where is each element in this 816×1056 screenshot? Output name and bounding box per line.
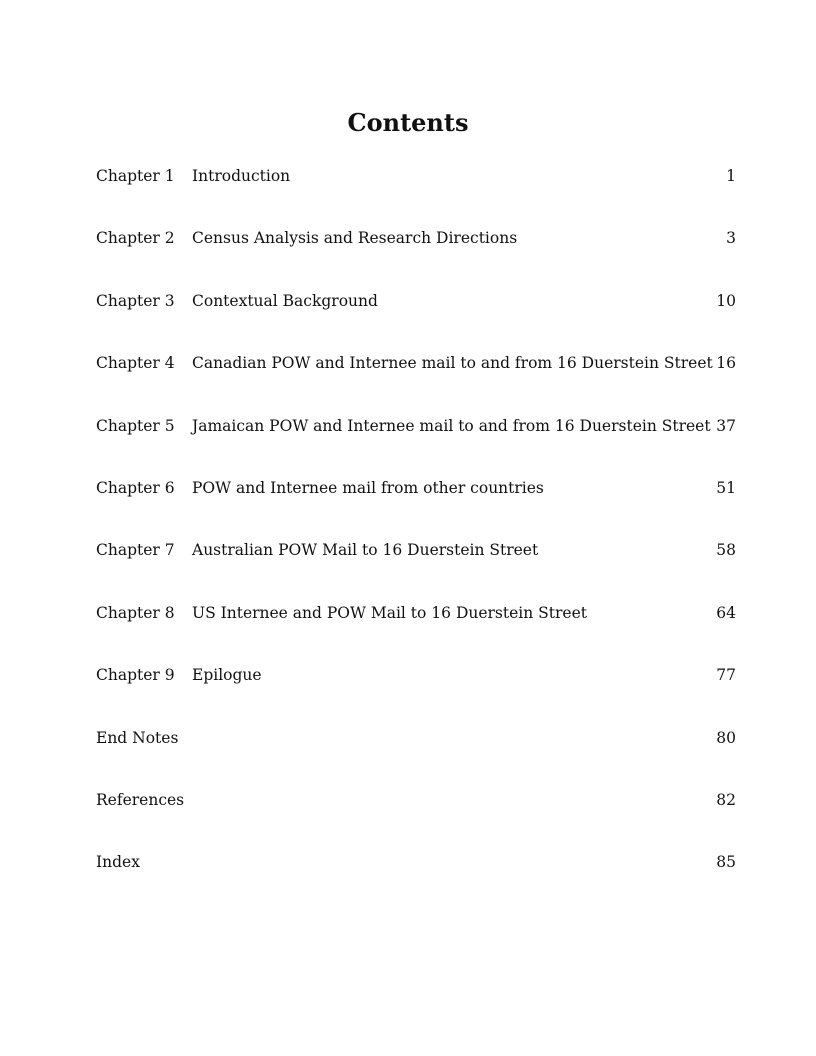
toc-entry-page-number: 37	[716, 416, 736, 435]
toc-entry-chapter-6[interactable]	[96, 476, 736, 538]
toc-entry-title: US Internee and POW Mail to 16 Duerstein Street	[192, 603, 587, 622]
toc-entry-chapter-1[interactable]	[96, 164, 736, 226]
toc-entry-title: Epilogue	[192, 666, 262, 685]
toc-entry-label: Chapter 5	[96, 416, 175, 435]
toc-entry-title: POW and Internee mail from other countries	[192, 478, 544, 497]
toc-entry-page-number: 85	[716, 853, 736, 872]
toc-entry-label: Chapter 6	[96, 478, 175, 497]
toc-entry-references[interactable]	[96, 788, 736, 850]
toc-entry-index[interactable]	[96, 850, 736, 912]
toc-entry-chapter-8[interactable]	[96, 601, 736, 663]
page-title: Contents	[347, 108, 469, 137]
toc-entry-page-number: 77	[716, 666, 736, 685]
toc-entry-label: Chapter 2	[96, 229, 175, 248]
toc-entry-label: Chapter 7	[96, 541, 175, 560]
toc-entry-chapter-7[interactable]	[96, 538, 736, 600]
toc-entry-label: Index	[96, 853, 140, 872]
toc-entry-chapter-4[interactable]	[96, 351, 736, 413]
toc-entry-chapter-3[interactable]	[96, 289, 736, 351]
toc-entry-page-number: 3	[726, 229, 736, 248]
toc-entry-title: Canadian POW and Internee mail to and from 16 Duerstein Street	[192, 354, 713, 373]
toc-entry-label: End Notes	[96, 728, 179, 747]
toc-entry-title: Contextual Background	[192, 291, 378, 310]
toc-entry-chapter-9[interactable]	[96, 663, 736, 725]
toc-entry-label: Chapter 4	[96, 354, 175, 373]
toc-entry-label: Chapter 3	[96, 291, 175, 310]
toc-entry-chapter-2[interactable]	[96, 226, 736, 288]
table-of-contents	[96, 164, 736, 913]
toc-entry-title: Census Analysis and Research Directions	[192, 229, 518, 248]
toc-entry-page-number: 64	[716, 603, 736, 622]
toc-entry-page-number: 82	[716, 790, 736, 809]
toc-entry-title: Australian POW Mail to 16 Duerstein Street	[192, 541, 539, 560]
toc-entry-title: Introduction	[192, 167, 291, 185]
toc-entry-title: Jamaican POW and Internee mail to and from 16 Duerstein Street	[192, 416, 711, 435]
toc-entry-label: Chapter 1	[96, 167, 175, 185]
toc-entry-label: Chapter 9	[96, 666, 175, 685]
toc-entry-chapter-5[interactable]	[96, 414, 736, 476]
toc-entry-page-number: 16	[716, 354, 736, 373]
toc-entry-page-number: 51	[716, 478, 736, 497]
toc-entry-end-notes[interactable]	[96, 726, 736, 788]
toc-entry-page-number: 1	[726, 167, 736, 185]
toc-entry-page-number: 58	[716, 541, 736, 560]
toc-entry-page-number: 10	[716, 291, 736, 310]
toc-entry-label: Chapter 8	[96, 603, 175, 622]
toc-entry-page-number: 80	[716, 728, 736, 747]
toc-entry-label: References	[96, 790, 185, 809]
